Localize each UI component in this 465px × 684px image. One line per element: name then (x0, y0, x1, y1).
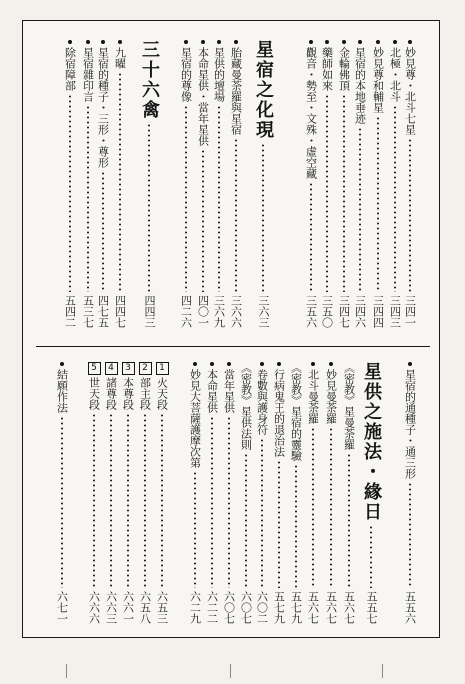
dot-leader (119, 72, 121, 292)
dot-leader (409, 138, 411, 292)
page-number: 六六一 (121, 591, 135, 624)
entry-title: 星供的壇場 (212, 47, 226, 102)
page-number: 五六七 (324, 591, 338, 624)
entry-title: 妙見曼荼羅 (324, 369, 338, 424)
dot-leader (245, 453, 247, 588)
page-number: 四七五 (96, 295, 110, 328)
section-heading (361, 362, 381, 624)
dot-leader (110, 413, 112, 588)
entry-title: 星宿的通種子・通三形 (403, 369, 417, 479)
dot-leader (202, 149, 204, 292)
entry-title: 結願作法 (55, 369, 69, 413)
toc-entry[interactable] (371, 40, 385, 328)
bullet-dot (309, 40, 313, 44)
dot-leader (235, 138, 237, 292)
step-number-box: 2 (139, 362, 152, 375)
bullet-dot (60, 362, 64, 366)
page-number: 六二二 (205, 591, 219, 624)
entry-title: 世天段 (87, 377, 101, 410)
entry-title: 妙見尊和輔星 (371, 47, 385, 113)
toc-entry[interactable] (81, 40, 95, 328)
entry-title: 妙見大菩薩護摩次第 (188, 369, 202, 468)
entry-title: 本命星供・當年星供 (196, 47, 210, 146)
page-number: 六六六 (87, 591, 101, 624)
dot-leader (102, 171, 104, 292)
entry-title: 藥師如來 (320, 47, 334, 91)
page-number: 六五三 (155, 591, 169, 624)
toc-entry[interactable] (205, 362, 219, 624)
bullet-dot (311, 362, 315, 366)
bullet-dot (234, 40, 238, 44)
step-number-box: 3 (122, 362, 135, 375)
step-number-box: 4 (105, 362, 118, 375)
dot-leader (194, 471, 196, 588)
toc-entry[interactable] (196, 40, 210, 328)
bullet-dot (393, 40, 397, 44)
entry-title: 金輪佛頂 (337, 47, 351, 91)
toc-entry[interactable] (337, 40, 351, 328)
entry-title: 除宿障部 (63, 47, 77, 91)
entry-title: 觀音・勢至・文殊・虛空藏 (304, 47, 318, 179)
toc-entry[interactable] (121, 362, 135, 624)
toc-entry[interactable] (55, 362, 69, 624)
page-number: 三六九 (212, 295, 226, 328)
page-number: 三四四 (371, 295, 385, 328)
bullet-dot (260, 362, 264, 366)
bullet-dot (217, 40, 221, 44)
page-number: 五七九 (289, 591, 303, 624)
step-number-box: 5 (88, 362, 101, 375)
dot-leader (278, 460, 280, 588)
toc-entry[interactable] (239, 362, 253, 624)
entry-title: 當年星供 (222, 369, 236, 413)
dot-leader (409, 482, 411, 588)
toc-entry[interactable] (113, 40, 127, 328)
dot-leader (312, 427, 314, 588)
entry-title: 北斗曼荼羅 (306, 369, 320, 424)
binding-tick (230, 664, 231, 678)
toc-entry[interactable] (96, 40, 110, 328)
page-number: 三六六 (229, 295, 243, 328)
toc-entry[interactable] (342, 362, 356, 624)
bullet-dot (193, 362, 197, 366)
entry-title: 卷數與護身符 (255, 369, 269, 435)
entry-title: 《密教》星供法則 (239, 362, 253, 450)
dot-leader (377, 116, 379, 292)
entry-title: 北極・北斗 (388, 47, 402, 102)
page-number: 三四六 (353, 295, 367, 328)
bullet-dot (101, 40, 105, 44)
page-number: 四四三 (143, 295, 156, 328)
entry-title: 星宿的尊像 (179, 47, 193, 102)
bullet-dot (227, 362, 231, 366)
bullet-dot (408, 40, 412, 44)
toc-entry[interactable] (324, 362, 338, 624)
page-number: 六〇二 (255, 591, 269, 624)
dot-leader (127, 413, 129, 588)
bullet-dot (118, 40, 122, 44)
toc-entry[interactable] (320, 40, 334, 328)
binding-tick (66, 664, 67, 678)
page-number: 五七九 (272, 591, 286, 624)
entry-title: 行病鬼王的退治法 (272, 369, 286, 457)
page-number: 五五六 (403, 591, 417, 624)
page-number: 六二九 (188, 591, 202, 624)
entry-title: 胎藏曼荼羅與星宿 (229, 47, 243, 135)
page-number: 五四二 (63, 295, 77, 328)
dot-leader (262, 143, 264, 292)
entry-title: 星宿的種子・三形・尊形 (96, 47, 110, 168)
entry-title: 九曜 (113, 47, 127, 69)
page-number: 六五八 (138, 591, 152, 624)
bullet-dot (325, 40, 329, 44)
entry-title: 諸尊段 (104, 377, 118, 410)
page-number: 四二六 (179, 295, 193, 328)
toc-entry[interactable] (306, 362, 320, 624)
toc-entry[interactable] (212, 40, 226, 328)
toc-entry[interactable] (138, 362, 152, 624)
binding-tick (382, 664, 383, 678)
dot-leader (218, 105, 220, 292)
entry-title: 妙見尊・北斗七星 (403, 47, 417, 135)
bullet-dot (86, 40, 90, 44)
page-number: 六六三 (104, 591, 118, 624)
page-number: 四〇一 (196, 295, 210, 328)
page-number: 五五七 (365, 591, 378, 624)
toc-entry[interactable] (188, 362, 202, 624)
toc-entry[interactable] (353, 40, 367, 328)
dot-leader (87, 105, 89, 292)
toc-entry[interactable] (403, 40, 417, 328)
entry-title: 火天段 (155, 377, 169, 410)
entry-title: 《密教》星宿的靈驗 (289, 362, 303, 461)
toc-entry[interactable] (272, 362, 286, 624)
page-number: 六〇七 (239, 591, 253, 624)
step-number-box: 1 (156, 362, 169, 375)
dot-leader (370, 525, 372, 588)
dot-leader (343, 94, 345, 292)
entry-title: 部主段 (138, 377, 152, 410)
dot-leader (69, 94, 71, 292)
bullet-dot (68, 40, 72, 44)
toc-entry[interactable] (255, 362, 269, 624)
bullet-dot (201, 40, 205, 44)
page-number: 三六三 (257, 295, 270, 328)
entry-title: 《密教》星曼荼羅 (342, 362, 356, 450)
dot-leader (211, 416, 213, 588)
page-number: 三四一 (403, 295, 417, 328)
heading-text: 三十六禽 (139, 40, 160, 120)
dot-leader (144, 413, 146, 588)
toc-entry[interactable] (388, 40, 402, 328)
toc-entry[interactable] (289, 362, 303, 624)
toc-entry[interactable] (304, 40, 318, 328)
section-heading (253, 40, 273, 328)
bullet-dot (329, 362, 333, 366)
page-number: 五六七 (306, 591, 320, 624)
toc-entry[interactable] (87, 362, 101, 624)
page-number: 三五〇 (320, 295, 334, 328)
dot-leader (326, 94, 328, 292)
toc-entry[interactable] (229, 40, 243, 328)
section-heading (139, 40, 159, 328)
dot-leader (61, 416, 63, 588)
bullet-dot (184, 40, 188, 44)
entry-title: 本命星供 (205, 369, 219, 413)
page-number: 四四七 (113, 295, 127, 328)
heading-text: 星供之施法・緣日 (361, 362, 382, 522)
toc-entry[interactable] (63, 40, 77, 328)
entry-title: 星宿雜印言 (81, 47, 95, 102)
toc-entry[interactable] (222, 362, 236, 624)
page-number: 五六七 (342, 591, 356, 624)
dot-leader (228, 416, 230, 588)
binding-marks (0, 658, 465, 678)
heading-text: 星宿之化現 (253, 40, 274, 140)
dot-leader (310, 182, 312, 292)
dot-leader (348, 453, 350, 588)
dot-leader (161, 413, 163, 588)
entry-title: 星宿的本地垂迹 (353, 47, 367, 124)
toc-entry[interactable] (403, 362, 417, 624)
dot-leader (185, 105, 187, 292)
entry-title: 本尊段 (121, 377, 135, 410)
toc-entry[interactable] (104, 362, 118, 624)
bullet-dot (210, 362, 214, 366)
dot-leader (261, 438, 263, 588)
dot-leader (394, 105, 396, 292)
page-number: 三四七 (337, 295, 351, 328)
section-divider (36, 346, 430, 347)
bullet-dot (408, 362, 412, 366)
bullet-dot (277, 362, 281, 366)
toc-entry[interactable] (179, 40, 193, 328)
dot-leader (359, 127, 361, 292)
page-number: 三四三 (388, 295, 402, 328)
page-number: 三五六 (304, 295, 318, 328)
dot-leader (148, 123, 150, 292)
page-number: 六七一 (55, 591, 69, 624)
page-number: 六〇七 (222, 591, 236, 624)
toc-entry[interactable] (155, 362, 169, 624)
bullet-dot (358, 40, 362, 44)
page-number: 五三七 (81, 295, 95, 328)
dot-leader (330, 427, 332, 588)
dot-leader (93, 413, 95, 588)
bullet-dot (342, 40, 346, 44)
bullet-dot (376, 40, 380, 44)
dot-leader (295, 464, 297, 588)
